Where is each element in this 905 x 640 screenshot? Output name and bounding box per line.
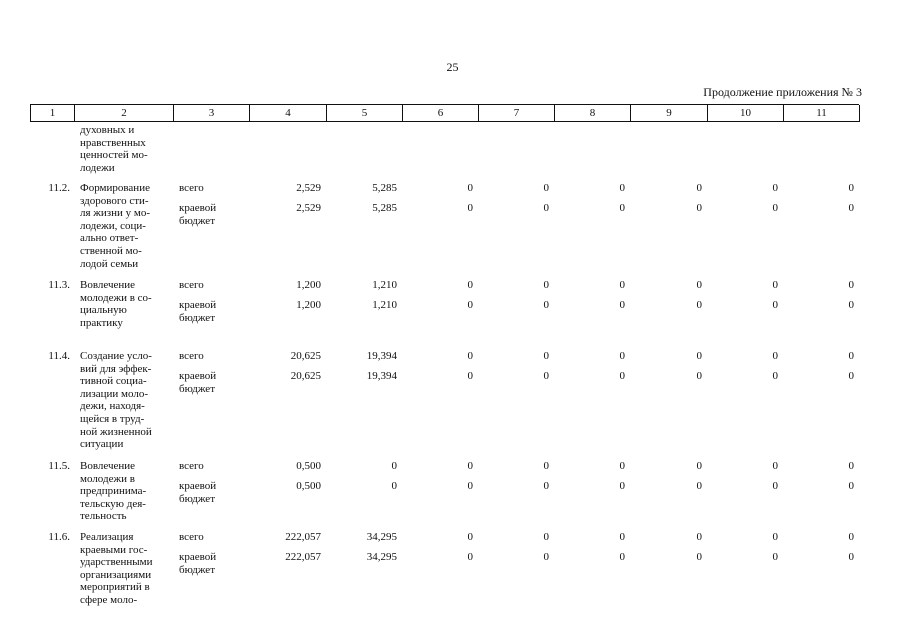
funding-source: всего xyxy=(179,350,204,362)
measure-name: Вовлечение молодежи в предпринима- тельскую дея- тельность xyxy=(80,460,147,523)
header-col-4: 4 xyxy=(250,105,327,122)
header-col-10: 10 xyxy=(708,105,784,122)
value-col-8: 0 xyxy=(619,202,625,214)
measure-name: Реализация краевыми гос- ударственными организациями мероприятий в сфере моло- xyxy=(80,531,153,606)
value-col-8: 0 xyxy=(619,551,625,563)
value-col-7: 0 xyxy=(543,370,549,382)
value-col-10: 0 xyxy=(772,551,778,563)
header-col-7: 7 xyxy=(479,105,555,122)
value-col-5: 5,285 xyxy=(372,182,397,194)
value-col-4: 20,625 xyxy=(290,370,321,382)
value-col-6: 0 xyxy=(467,279,473,291)
value-col-6: 0 xyxy=(467,202,473,214)
value-col-4: 222,057 xyxy=(285,531,321,543)
value-col-4: 222,057 xyxy=(285,551,321,563)
continuation-label: Продолжение приложения № 3 xyxy=(703,85,862,99)
value-col-4: 1,200 xyxy=(296,279,321,291)
value-col-9: 0 xyxy=(696,551,702,563)
funding-source: всего xyxy=(179,531,204,543)
value-col-10: 0 xyxy=(772,279,778,291)
measure-name: Формирование здорового сти- ля жизни у мо- лодежи, соци- ально ответ- ственной мо- лодой семьи xyxy=(80,182,151,270)
page-number: 25 xyxy=(446,60,459,74)
header-col-9: 9 xyxy=(631,105,708,122)
value-col-7: 0 xyxy=(543,480,549,492)
value-col-10: 0 xyxy=(772,299,778,311)
row-code: 11.5. xyxy=(48,460,70,472)
value-col-5: 34,295 xyxy=(366,531,397,543)
value-col-8: 0 xyxy=(619,350,625,362)
value-col-9: 0 xyxy=(696,370,702,382)
value-col-6: 0 xyxy=(467,182,473,194)
value-col-11: 0 xyxy=(848,279,854,291)
value-col-11: 0 xyxy=(848,460,854,472)
funding-source: всего xyxy=(179,182,204,194)
value-col-5: 0 xyxy=(391,460,397,472)
value-col-8: 0 xyxy=(619,370,625,382)
funding-source: краевой бюджет xyxy=(179,480,217,505)
value-col-4: 20,625 xyxy=(290,350,321,362)
value-col-10: 0 xyxy=(772,350,778,362)
value-col-4: 2,529 xyxy=(296,202,321,214)
value-col-4: 1,200 xyxy=(296,299,321,311)
funding-source: всего xyxy=(179,279,204,291)
value-col-9: 0 xyxy=(696,531,702,543)
header-col-6: 6 xyxy=(403,105,479,122)
value-col-4: 0,500 xyxy=(296,460,321,472)
value-col-8: 0 xyxy=(619,182,625,194)
row-code: 11.6. xyxy=(48,531,70,543)
value-col-9: 0 xyxy=(696,299,702,311)
value-col-9: 0 xyxy=(696,182,702,194)
funding-source: краевой бюджет xyxy=(179,202,217,227)
value-col-11: 0 xyxy=(848,531,854,543)
value-col-6: 0 xyxy=(467,299,473,311)
value-col-9: 0 xyxy=(696,202,702,214)
value-col-10: 0 xyxy=(772,182,778,194)
value-col-5: 5,285 xyxy=(372,202,397,214)
value-col-10: 0 xyxy=(772,370,778,382)
funding-source: всего xyxy=(179,460,204,472)
value-col-6: 0 xyxy=(467,480,473,492)
value-col-8: 0 xyxy=(619,460,625,472)
value-col-8: 0 xyxy=(619,480,625,492)
value-col-6: 0 xyxy=(467,460,473,472)
value-col-11: 0 xyxy=(848,551,854,563)
value-col-5: 0 xyxy=(391,480,397,492)
value-col-10: 0 xyxy=(772,480,778,492)
value-col-9: 0 xyxy=(696,460,702,472)
value-col-7: 0 xyxy=(543,299,549,311)
value-col-9: 0 xyxy=(696,350,702,362)
funding-source: краевой бюджет xyxy=(179,299,217,324)
value-col-5: 1,210 xyxy=(372,279,397,291)
value-col-10: 0 xyxy=(772,460,778,472)
row-code: 11.2. xyxy=(48,182,70,194)
value-col-7: 0 xyxy=(543,551,549,563)
value-col-11: 0 xyxy=(848,202,854,214)
header-col-5: 5 xyxy=(327,105,403,122)
value-col-7: 0 xyxy=(543,350,549,362)
value-col-11: 0 xyxy=(848,350,854,362)
value-col-7: 0 xyxy=(543,531,549,543)
measure-name: Создание усло- вий для эффек- тивной социа- лизации моло- дежи, находя- щейся в труд- ной жизненной ситуации xyxy=(80,350,152,451)
value-col-6: 0 xyxy=(467,370,473,382)
value-col-11: 0 xyxy=(848,370,854,382)
value-col-4: 0,500 xyxy=(296,480,321,492)
value-col-7: 0 xyxy=(543,279,549,291)
value-col-5: 34,295 xyxy=(366,551,397,563)
value-col-6: 0 xyxy=(467,551,473,563)
value-col-5: 19,394 xyxy=(366,370,397,382)
value-col-11: 0 xyxy=(848,182,854,194)
value-col-11: 0 xyxy=(848,299,854,311)
header-col-1: 1 xyxy=(31,105,75,122)
continued-measure-name: духовных и нравственных ценностей мо- лодежи xyxy=(80,124,148,174)
table-header xyxy=(30,104,859,122)
value-col-7: 0 xyxy=(543,202,549,214)
header-col-2: 2 xyxy=(75,105,174,122)
value-col-11: 0 xyxy=(848,480,854,492)
value-col-4: 2,529 xyxy=(296,182,321,194)
row-code: 11.4. xyxy=(48,350,70,362)
measure-name: Вовлечение молодежи в со- циальную практику xyxy=(80,279,152,329)
value-col-6: 0 xyxy=(467,350,473,362)
value-col-10: 0 xyxy=(772,202,778,214)
value-col-7: 0 xyxy=(543,182,549,194)
value-col-9: 0 xyxy=(696,480,702,492)
value-col-8: 0 xyxy=(619,531,625,543)
value-col-8: 0 xyxy=(619,279,625,291)
row-code: 11.3. xyxy=(48,279,70,291)
funding-source: краевой бюджет xyxy=(179,551,217,576)
header-col-8: 8 xyxy=(555,105,631,122)
header-col-11: 11 xyxy=(784,105,860,122)
value-col-10: 0 xyxy=(772,531,778,543)
value-col-8: 0 xyxy=(619,299,625,311)
header-col-3: 3 xyxy=(174,105,250,122)
value-col-9: 0 xyxy=(696,279,702,291)
value-col-5: 1,210 xyxy=(372,299,397,311)
value-col-5: 19,394 xyxy=(366,350,397,362)
value-col-7: 0 xyxy=(543,460,549,472)
funding-source: краевой бюджет xyxy=(179,370,217,395)
value-col-6: 0 xyxy=(467,531,473,543)
